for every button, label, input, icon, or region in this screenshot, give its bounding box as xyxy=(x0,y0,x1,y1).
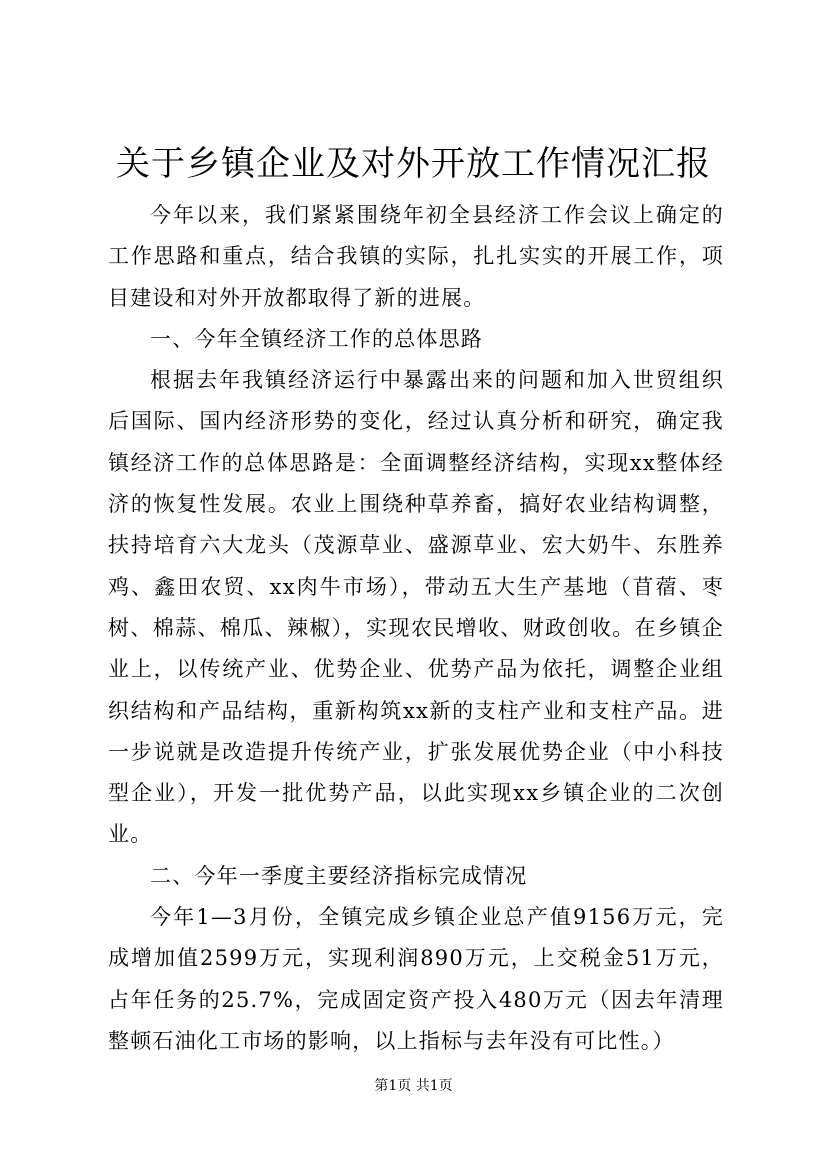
section-2-paragraph: 今年1—3月份，全镇完成乡镇企业总产值9156万元，完成增加值2599万元，实现利润890万元，上交税金51万元，占年任务的25.7%，完成固定资产投入480万元（因去年清理整顿石油化工市场的影响，以上指标与去年没有可比性。） xyxy=(108,905,724,1053)
section-heading-1: 一、今年全镇经济工作的总体思路 xyxy=(150,326,483,351)
section-heading-2: 二、今年一季度主要经济指标完成情况 xyxy=(150,863,528,888)
document-body xyxy=(108,195,724,1062)
section-1-paragraph: 根据去年我镇经济运行中暴露出来的问题和加入世贸组织后国际、国内经济形势的变化，经过认真分析和研究，确定我镇经济工作的总体思路是：全面调整经济结构，实现xx整体经济的恢复性发展。农业上围绕种草养畜，搞好农业结构调整，扶持培育六大龙头（茂源草业、盛源草业、宏大奶牛、东胜养鸡、鑫田农贸、xx肉牛市场），带动五大生产基地（苜蓿、枣树、棉蒜、棉瓜、辣椒），实现农民增收、财政创收。在乡镇企业上，以传统产业、优势企业、优势产品为依托，调整企业组织结构和产品结构，重新构筑xx新的支柱产业和支柱产品。进一步说就是改造提升传统产业，扩张发展优势企业（中小科技型企业），开发一批优势产品，以此实现xx乡镇企业的二次创业。 xyxy=(108,368,724,847)
document-title: 关于乡镇企业及对外开放工作情况汇报 xyxy=(116,144,711,184)
page-footer: 第1页 共1页 xyxy=(374,1078,453,1094)
intro-paragraph: 今年以来，我们紧紧围绕年初全县经济工作会议上确定的工作思路和重点，结合我镇的实际，扎扎实实的开展工作，项目建设和对外开放都取得了新的进展。 xyxy=(108,203,724,310)
